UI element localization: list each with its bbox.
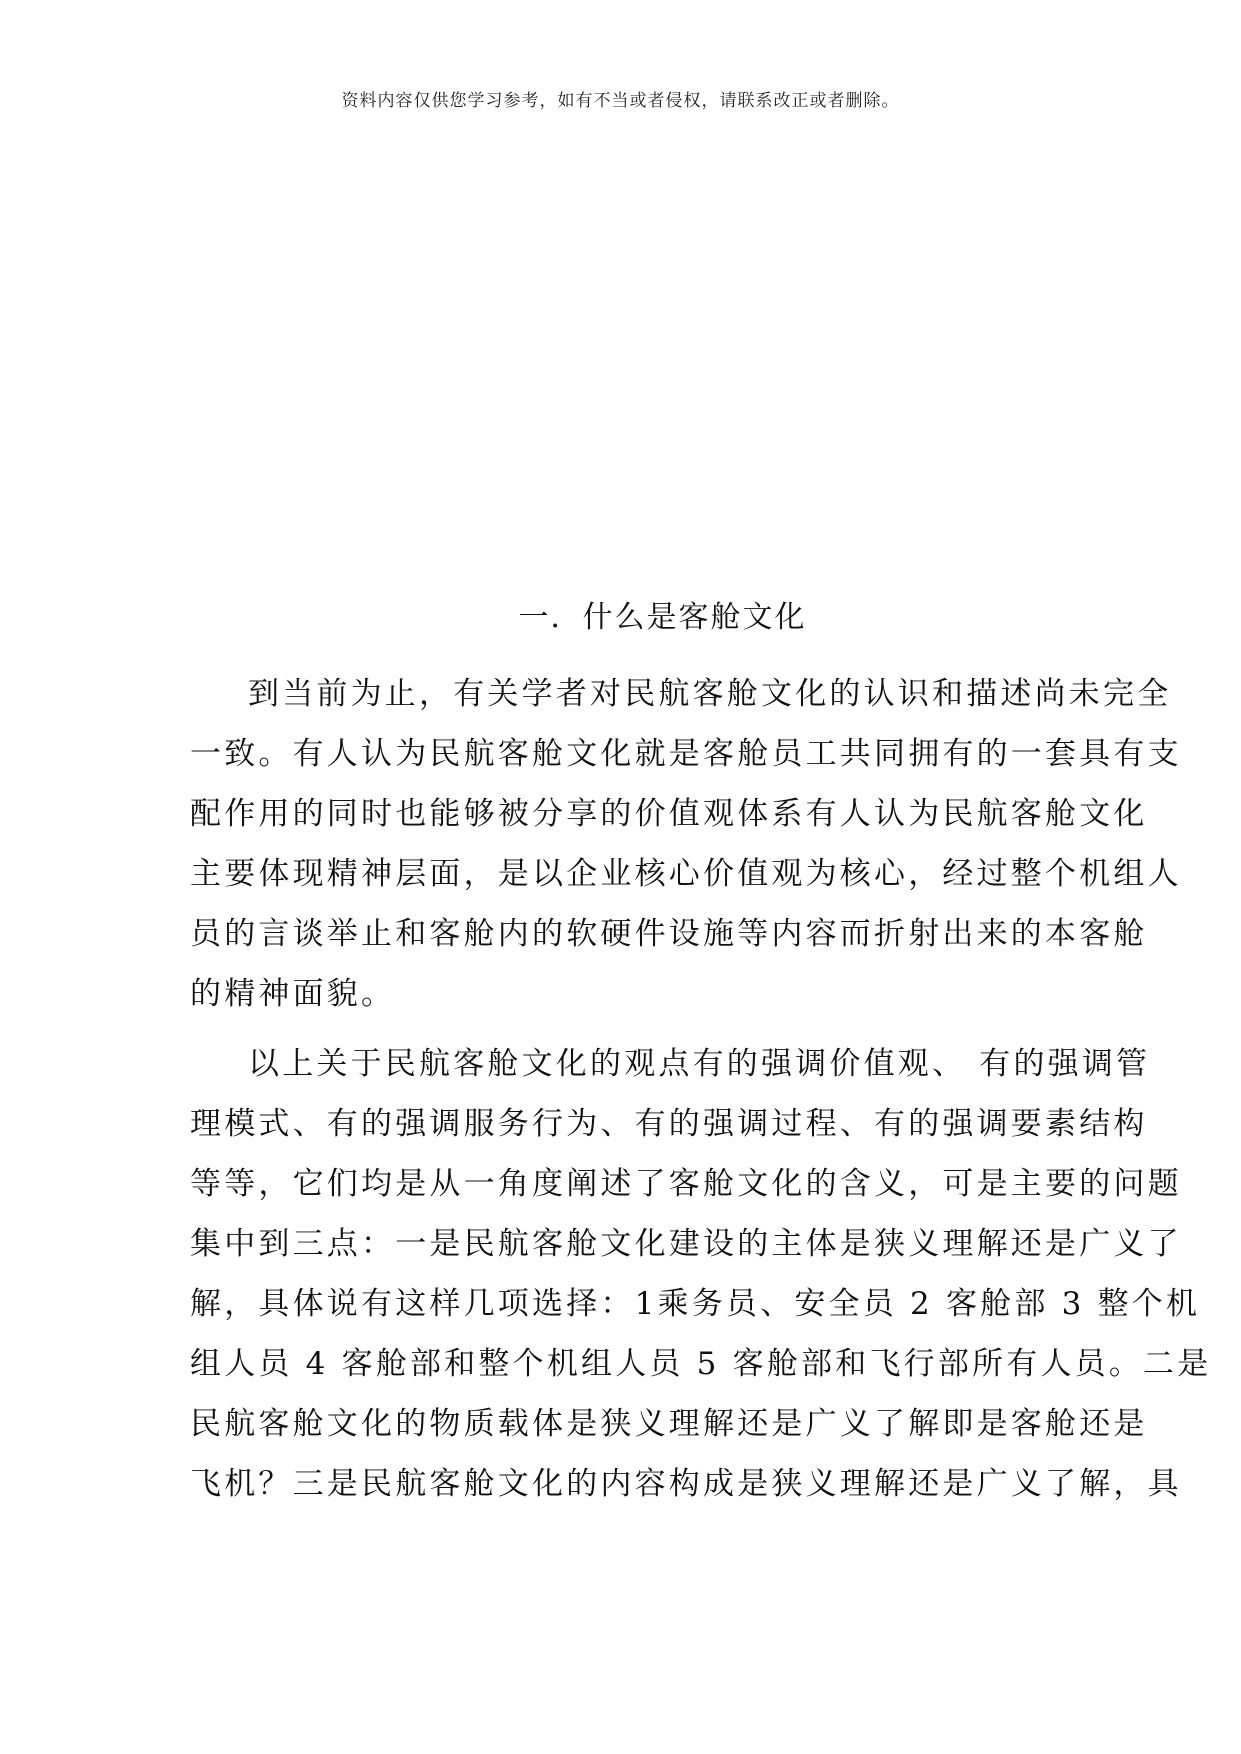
- document-body: [190, 590, 1212, 1524]
- paragraph-line: 飞机？三是民航客舱文化的内容构成是狭义理解还是广义了解，具: [190, 1466, 1182, 1502]
- disclaimer-note: 资料内容仅供您学习参考，如有不当或者侵权，请联系改正或者删除。: [341, 91, 900, 111]
- paragraph-line: 员的言谈举止和客舱内的软硬件设施等内容而折射出来的本客舱: [190, 916, 1148, 952]
- paragraph-line: 到当前为止，有关学者对民航客舱文化的认识和描述尚未完全: [248, 676, 1172, 712]
- paragraph-line: 以上关于民航客舱文化的观点有的强调价值观、 有的强调管: [248, 1046, 1151, 1082]
- paragraph-line: 的精神面貌。: [190, 976, 396, 1012]
- paragraph-line: 一致。有人认为民航客舱文化就是客舱员工共同拥有的一套具有支: [190, 736, 1182, 772]
- paragraph-line: 解，具体说有这样几项选择：1乘务员、安全员 2 客舱部 3 整个机: [190, 1286, 1201, 1322]
- paragraph-2: [190, 1034, 1212, 1514]
- paragraph-line: 主要体现精神层面，是以企业核心价值观为核心，经过整个机组人: [190, 856, 1182, 892]
- section-title: 一．什么是客舱文化: [518, 600, 807, 635]
- paragraph-line: 集中到三点：一是民航客舱文化建设的主体是狭义理解还是广义了: [190, 1226, 1182, 1262]
- paragraph-line: 等等，它们均是从一角度阐述了客舱文化的含义，可是主要的问题: [190, 1166, 1182, 1202]
- paragraph-1: [190, 664, 1182, 1024]
- paragraph-line: 理模式、有的强调服务行为、有的强调过程、有的强调要素结构: [190, 1106, 1148, 1142]
- paragraph-line: 民航客舱文化的物质载体是狭义理解还是广义了解即是客舱还是: [190, 1406, 1148, 1442]
- paragraph-line: 配作用的同时也能够被分享的价值观体系有人认为民航客舱文化: [190, 796, 1148, 832]
- paragraph-line: 组人员 4 客舱部和整个机组人员 5 客舱部和飞行部所有人员。二是: [190, 1346, 1212, 1382]
